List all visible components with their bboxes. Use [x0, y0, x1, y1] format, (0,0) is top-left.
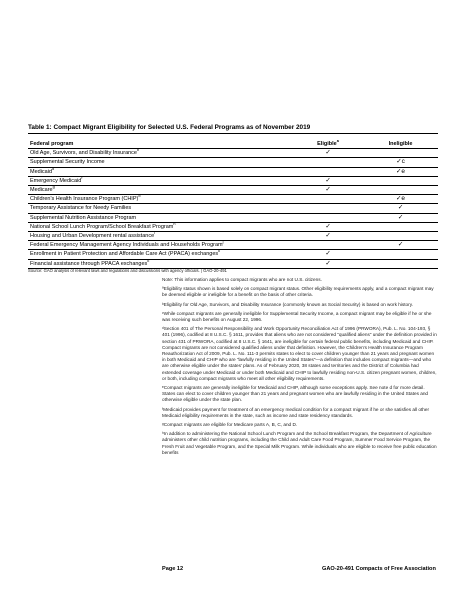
table-source: Source: GAO analysis of relevant laws and regulations and discussions with agency officials. | GAO-20-491	[28, 268, 227, 273]
table-row	[28, 222, 438, 231]
program-name: Supplemental Nutrition Assistance Program	[28, 213, 293, 222]
header-eligible: Eligible$^a$	[293, 140, 363, 149]
table-row	[28, 213, 438, 222]
eligible-cell	[293, 158, 363, 167]
table-row	[28, 250, 438, 259]
eligible-cell	[293, 241, 363, 250]
table-row	[28, 241, 438, 250]
program-name: Financial assistance through PPACA exchanges$^k$	[28, 259, 293, 268]
table-note: ᵉCompact migrants are generally ineligible for Medicaid and CHIP, although some exceptions apply. See note d for more detail. States can elect to cover children younger than 21 years and pregnant women who are lawfully residing in the United States and otherwise eligible under the state plan.	[162, 385, 429, 403]
program-name: Children's Health Insurance Program (CHIP)$^d$	[28, 195, 293, 204]
program-name: Temporary Assistance for Needy Families	[28, 204, 293, 213]
eligible-cell: ✓	[293, 259, 363, 268]
table-row	[28, 167, 438, 176]
eligibility-table	[28, 140, 438, 269]
eligible-cell: ✓	[293, 176, 363, 185]
ineligible-cell: ✓	[363, 241, 438, 250]
table-row	[28, 149, 438, 158]
program-name: Emergency Medicaid$^f$	[28, 176, 293, 185]
program-name: Old Age, Survivors, and Disability Insurance$^b$	[28, 149, 293, 158]
ineligible-cell	[363, 176, 438, 185]
table-note: ªEligibility status shown is based solely on compact migrant status. Other eligibility requirements apply, and a compact migrant may be deemed eligible or ineligible for a benefit on the basis of other criteria.	[162, 286, 434, 298]
ineligible-cell	[363, 222, 438, 231]
program-name: Medicare$^g$	[28, 186, 293, 195]
program-name: National School Lunch Program/School Breakfast Program$^h$	[28, 222, 293, 231]
header-ineligible: Ineligible	[363, 140, 438, 149]
eligible-cell: ✓	[293, 149, 363, 158]
table-row	[28, 259, 438, 268]
eligible-cell	[293, 195, 363, 204]
table-header-row	[28, 140, 438, 149]
eligible-cell	[293, 204, 363, 213]
eligible-cell: ✓	[293, 232, 363, 241]
eligible-cell: ✓	[293, 222, 363, 231]
ineligible-cell	[363, 232, 438, 241]
table-note: ʰIn addition to administering the National School Lunch Program and the School Breakfast Program, the Department of Agriculture administers other child nutrition programs, including the Child and Adult Care Food Program, Summer Food Service Program, the Fresh Fruit and Vegetable Program, and the Special Milk Program. While individuals who are eligible to receive free public education benefits	[162, 431, 437, 455]
table-notes	[162, 277, 438, 459]
table-top-rule	[28, 133, 438, 134]
ineligible-cell	[363, 149, 438, 158]
header-program: Federal program	[28, 140, 293, 149]
eligible-cell: ✓	[293, 186, 363, 195]
program-name: Federal Emergency Management Agency Individuals and Households Program$^j$	[28, 241, 293, 250]
table-note: ᵍCompact migrants are eligible for Medicare parts A, B, C, and D.	[162, 422, 298, 428]
eligible-cell	[293, 167, 363, 176]
table-note: ᵈSection 401 of The Personal Responsibility and Work Opportunity Reconciliation Act of 1996 (PRWORA), Pub. L. No. 104-193, § 401 (1996), codified at 8 U.S.C. § 1611, provides that aliens who are not considered “qualified aliens” under the definition provided in section 431 of PRWORA, codified at 8 U.S.C. § 1641, are ineligible for certain federal public benefits, including Medicaid and CHIP. Compact migrants are not considered qualified aliens under that definition. However, the Children's Health Insurance Program Reauthorization Act of 2009, Pub. L. No. 111-3 permits states to elect to cover children younger than 21 years and pregnant women in both Medicaid and CHIP who are “lawfully residing in the United States”—a definition that includes compact migrants—and who are otherwise eligible under the states' plans. As of February 2020, 38 states and territories and the District of Columbia had extended coverage under Medicaid or under both Medicaid and CHIP to lawfully residing non-U.S. citizen pregnant women, children, or both, including compact migrants who meet all other eligibility requirements.	[162, 326, 437, 381]
eligible-cell	[293, 213, 363, 222]
table-note: ᵇEligibility for Old Age, Survivors, and Disability Insurance (commonly known as Social Security) is based on work history.	[162, 301, 414, 307]
table-row	[28, 158, 438, 167]
program-name: Supplemental Security Income	[28, 158, 293, 167]
table-title: Table 1: Compact Migrant Eligibility for Selected U.S. Federal Programs as of November 2019	[28, 124, 311, 131]
program-name: Medicaid$^d$	[28, 167, 293, 176]
ineligible-cell: ✓	[363, 213, 438, 222]
ineligible-cell: ✓e	[363, 167, 438, 176]
table-row	[28, 232, 438, 241]
program-name: Enrollment in Patient Protection and Affordable Care Act (PPACA) exchanges$^k$	[28, 250, 293, 259]
table-row	[28, 176, 438, 185]
page-number: Page 12	[162, 566, 184, 572]
table-note: ᶠMedicaid provides payment for treatment of an emergency medical condition for a compact migrant if he or she satisfies all other Medicaid eligibility requirements in the state, such as income and state residency standards.	[162, 406, 430, 418]
table-note: Note: This information applies to compact migrants who are not U.S. citizens.	[162, 277, 322, 282]
table-row	[28, 204, 438, 213]
ineligible-cell	[363, 259, 438, 268]
table-note: ᶜWhile compact migrants are generally ineligible for Supplemental Security Income, a compact migrant may be eligible if he or she was receiving such benefits on August 22, 1996.	[162, 310, 432, 323]
ineligible-cell	[363, 250, 438, 259]
table-row	[28, 195, 438, 204]
ineligible-cell: ✓c	[363, 158, 438, 167]
ineligible-cell: ✓	[363, 204, 438, 213]
report-id: GAO-20-491 Compacts of Free Association	[322, 566, 436, 572]
ineligible-cell	[363, 186, 438, 195]
program-name: Housing and Urban Development rental assistance$^i$	[28, 232, 293, 241]
eligible-cell: ✓	[293, 250, 363, 259]
ineligible-cell: ✓e	[363, 195, 438, 204]
table-row	[28, 186, 438, 195]
